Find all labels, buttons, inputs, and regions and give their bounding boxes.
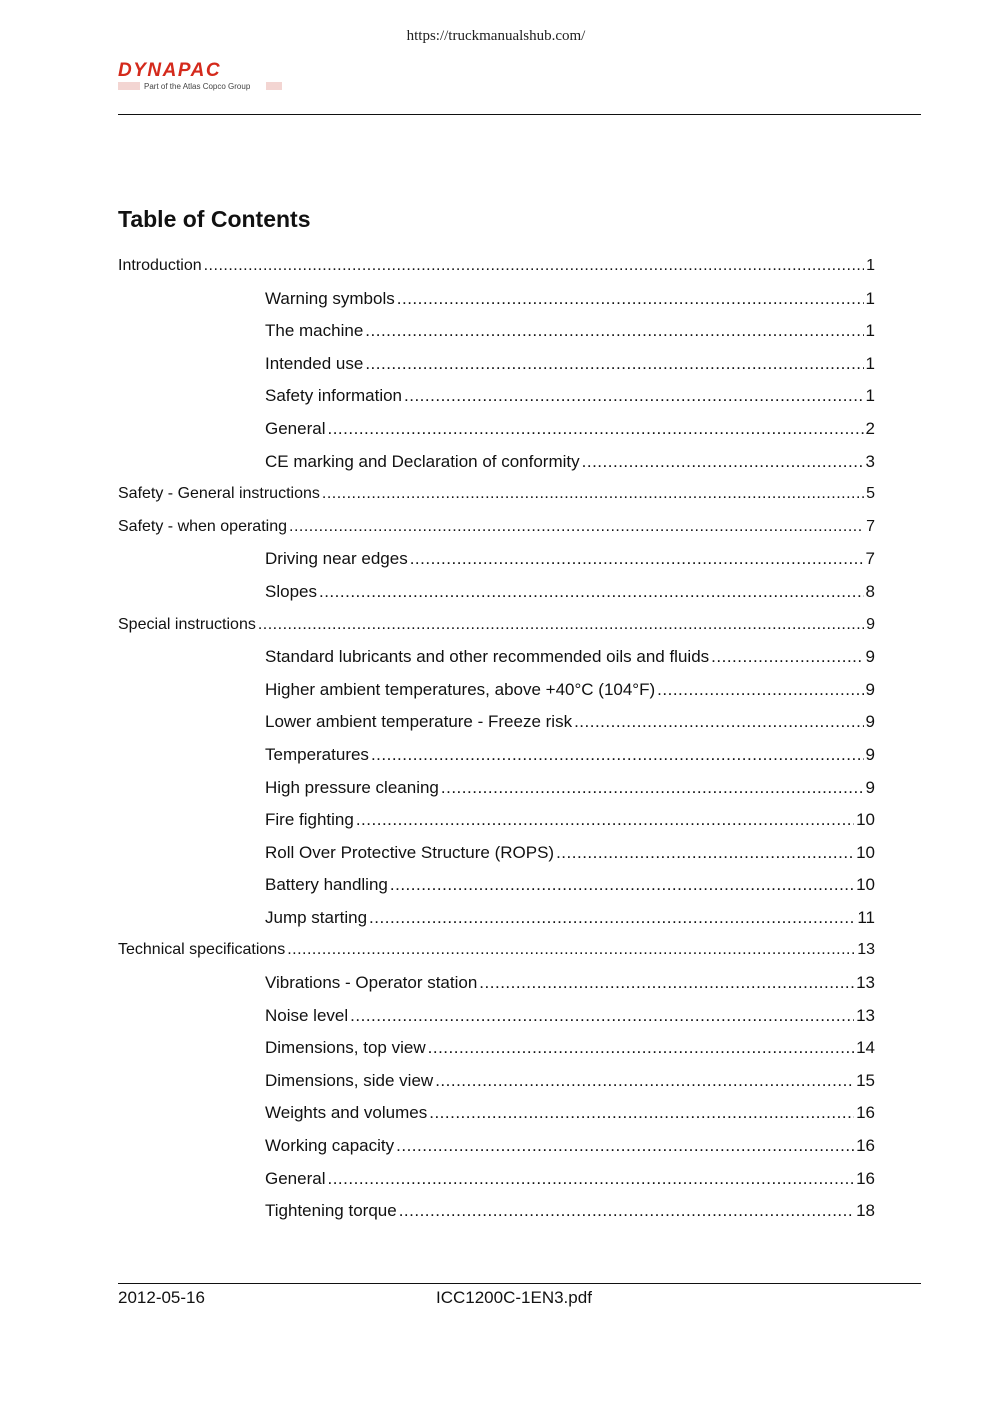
- toc-section-entry[interactable]: [118, 320, 875, 353]
- toc-chapter-entry[interactable]: [118, 516, 875, 549]
- toc-entry-title: Vibrations - Operator station: [265, 973, 478, 993]
- toc-section-entry[interactable]: [118, 353, 875, 386]
- toc-section-entry[interactable]: [118, 1200, 875, 1233]
- toc-page-number: 9: [865, 744, 875, 764]
- toc-section-entry[interactable]: [118, 679, 875, 712]
- toc-chapter-entry[interactable]: [118, 483, 875, 516]
- toc-dot-leader: [365, 353, 863, 375]
- toc-entry-title: General: [265, 1168, 326, 1188]
- toc-dot-leader: [327, 418, 863, 440]
- table-of-contents: [118, 255, 875, 1233]
- toc-page-number: 13: [857, 941, 875, 959]
- toc-dot-leader: [390, 874, 854, 896]
- toc-entry-title: Noise level: [265, 1005, 349, 1025]
- toc-entry-title: Intended use: [265, 353, 364, 373]
- toc-entry-title: CE marking and Declaration of conformity: [265, 451, 580, 471]
- toc-section-entry[interactable]: [118, 385, 875, 418]
- toc-entry-title: Safety information: [265, 386, 403, 406]
- toc-page-number: 15: [856, 1070, 875, 1090]
- toc-section-entry[interactable]: [118, 581, 875, 614]
- toc-entry-title: Standard lubricants and other recommended oils and fluids: [265, 647, 710, 667]
- toc-entry-title: Jump starting: [265, 907, 368, 927]
- dynapac-logo: [118, 60, 288, 96]
- toc-dot-leader: [574, 711, 863, 733]
- toc-chapter-entry[interactable]: [118, 939, 875, 972]
- toc-section-entry[interactable]: [118, 1135, 875, 1168]
- toc-entry-title: The machine: [265, 321, 364, 341]
- toc-page-number: 14: [856, 1038, 875, 1058]
- toc-page-number: 1: [865, 321, 875, 341]
- toc-page-number: 7: [866, 517, 875, 535]
- toc-entry-title: General: [265, 418, 326, 438]
- toc-page-number: 16: [856, 1103, 875, 1123]
- toc-page-number: 3: [865, 451, 875, 471]
- toc-dot-leader: [479, 972, 854, 994]
- toc-dot-leader: [556, 842, 854, 864]
- toc-dot-leader: [327, 1168, 854, 1190]
- toc-section-entry[interactable]: [118, 288, 875, 321]
- toc-dot-leader: [404, 385, 864, 407]
- toc-dot-leader: [396, 1135, 854, 1157]
- toc-entry-title: Driving near edges: [265, 549, 408, 569]
- toc-section-entry[interactable]: [118, 1070, 875, 1103]
- toc-section-entry[interactable]: [118, 1168, 875, 1201]
- toc-section-entry[interactable]: [118, 548, 875, 581]
- toc-page-number: 18: [856, 1201, 875, 1221]
- toc-page-number: 16: [856, 1136, 875, 1156]
- toc-entry-title: Higher ambient temperatures, above +40°C (104°F): [265, 679, 656, 699]
- toc-dot-leader: [350, 1005, 854, 1027]
- toc-dot-leader: [371, 744, 864, 766]
- toc-section-entry[interactable]: [118, 1102, 875, 1135]
- toc-section-entry[interactable]: [118, 777, 875, 810]
- toc-section-entry[interactable]: [118, 646, 875, 679]
- toc-entry-title: Introduction: [118, 257, 202, 274]
- toc-dot-leader: [258, 614, 864, 636]
- toc-page-number: 10: [856, 810, 875, 830]
- toc-page-number: 1: [866, 257, 875, 274]
- toc-page-number: 8: [865, 581, 875, 601]
- toc-page-number: 10: [856, 842, 875, 862]
- toc-page-number: 11: [857, 907, 875, 927]
- toc-entry-title: Tightening torque: [265, 1201, 397, 1221]
- toc-entry-title: Lower ambient temperature - Freeze risk: [265, 712, 573, 732]
- toc-dot-leader: [322, 483, 864, 505]
- toc-entry-title: Slopes: [265, 581, 317, 601]
- toc-dot-leader: [435, 1070, 854, 1092]
- footer-rule: [118, 1283, 921, 1284]
- toc-section-entry[interactable]: [118, 1037, 875, 1070]
- toc-dot-leader: [429, 1102, 854, 1124]
- toc-section-entry[interactable]: [118, 418, 875, 451]
- source-url[interactable]: https://truckmanualshub.com/: [406, 28, 586, 44]
- toc-dot-leader: [441, 777, 864, 799]
- header-rule: [118, 114, 921, 115]
- logo-tagline: Part of the Atlas Copco Group: [144, 82, 251, 91]
- toc-entry-title: Warning symbols: [265, 288, 395, 308]
- toc-section-entry[interactable]: [118, 744, 875, 777]
- toc-entry-title: Working capacity: [265, 1136, 395, 1156]
- toc-dot-leader: [356, 809, 854, 831]
- toc-section-entry[interactable]: [118, 972, 875, 1005]
- toc-page-number: 10: [856, 875, 875, 895]
- toc-dot-leader: [657, 679, 863, 701]
- footer-date: 2012-05-16: [118, 1288, 205, 1307]
- toc-page-number: 5: [866, 485, 875, 503]
- toc-entry-title: Dimensions, side view: [265, 1070, 434, 1090]
- toc-page-number: 1: [865, 353, 875, 373]
- toc-chapter-entry[interactable]: [118, 255, 875, 288]
- toc-dot-leader: [204, 255, 864, 277]
- toc-page-number: 13: [856, 973, 875, 993]
- toc-dot-leader: [319, 581, 864, 603]
- page-title: Table of Contents: [118, 206, 311, 232]
- toc-page-number: 16: [856, 1168, 875, 1188]
- toc-section-entry[interactable]: [118, 874, 875, 907]
- toc-entry-title: Technical specifications: [118, 941, 286, 959]
- toc-dot-leader: [582, 451, 864, 473]
- toc-page-number: 9: [865, 679, 875, 699]
- toc-page-number: 9: [866, 615, 875, 633]
- toc-dot-leader: [399, 1200, 854, 1222]
- toc-chapter-entry[interactable]: [118, 614, 875, 647]
- toc-dot-leader: [397, 288, 864, 310]
- toc-dot-leader: [287, 939, 855, 961]
- toc-page-number: 1: [865, 288, 875, 308]
- toc-page-number: 9: [865, 647, 875, 667]
- toc-section-entry[interactable]: [118, 711, 875, 744]
- toc-dot-leader: [428, 1037, 854, 1059]
- toc-section-entry[interactable]: [118, 842, 875, 875]
- toc-entry-title: Special instructions: [118, 615, 256, 633]
- toc-entry-title: Fire fighting: [265, 810, 354, 830]
- logo-stripe-left: [118, 82, 140, 90]
- toc-entry-title: Weights and volumes: [265, 1103, 428, 1123]
- toc-entry-title: High pressure cleaning: [265, 777, 439, 797]
- logo-wordmark: DYNAPAC: [118, 60, 222, 81]
- toc-dot-leader: [369, 907, 855, 929]
- footer-filename: ICC1200C-1EN3.pdf: [436, 1288, 592, 1307]
- toc-section-entry[interactable]: [118, 809, 875, 842]
- toc-section-entry[interactable]: [118, 1005, 875, 1038]
- toc-page-number: 7: [865, 549, 875, 569]
- toc-dot-leader: [410, 548, 864, 570]
- toc-page-number: 1: [865, 386, 875, 406]
- toc-entry-title: Dimensions, top view: [265, 1038, 426, 1058]
- toc-dot-leader: [289, 516, 864, 538]
- toc-page-number: 13: [856, 1005, 875, 1025]
- toc-section-entry[interactable]: [118, 907, 875, 940]
- toc-entry-title: Safety - General instructions: [118, 485, 320, 503]
- toc-entry-title: Roll Over Protective Structure (ROPS): [265, 842, 555, 862]
- toc-page-number: 9: [865, 777, 875, 797]
- toc-dot-leader: [711, 646, 863, 668]
- toc-dot-leader: [365, 320, 863, 342]
- toc-entry-title: Safety - when operating: [118, 517, 287, 535]
- toc-entry-title: Temperatures: [265, 744, 369, 764]
- toc-page-number: 2: [865, 418, 875, 438]
- toc-section-entry[interactable]: [118, 451, 875, 484]
- logo-stripe-right: [266, 82, 282, 90]
- toc-page-number: 9: [865, 712, 875, 732]
- toc-entry-title: Battery handling: [265, 875, 388, 895]
